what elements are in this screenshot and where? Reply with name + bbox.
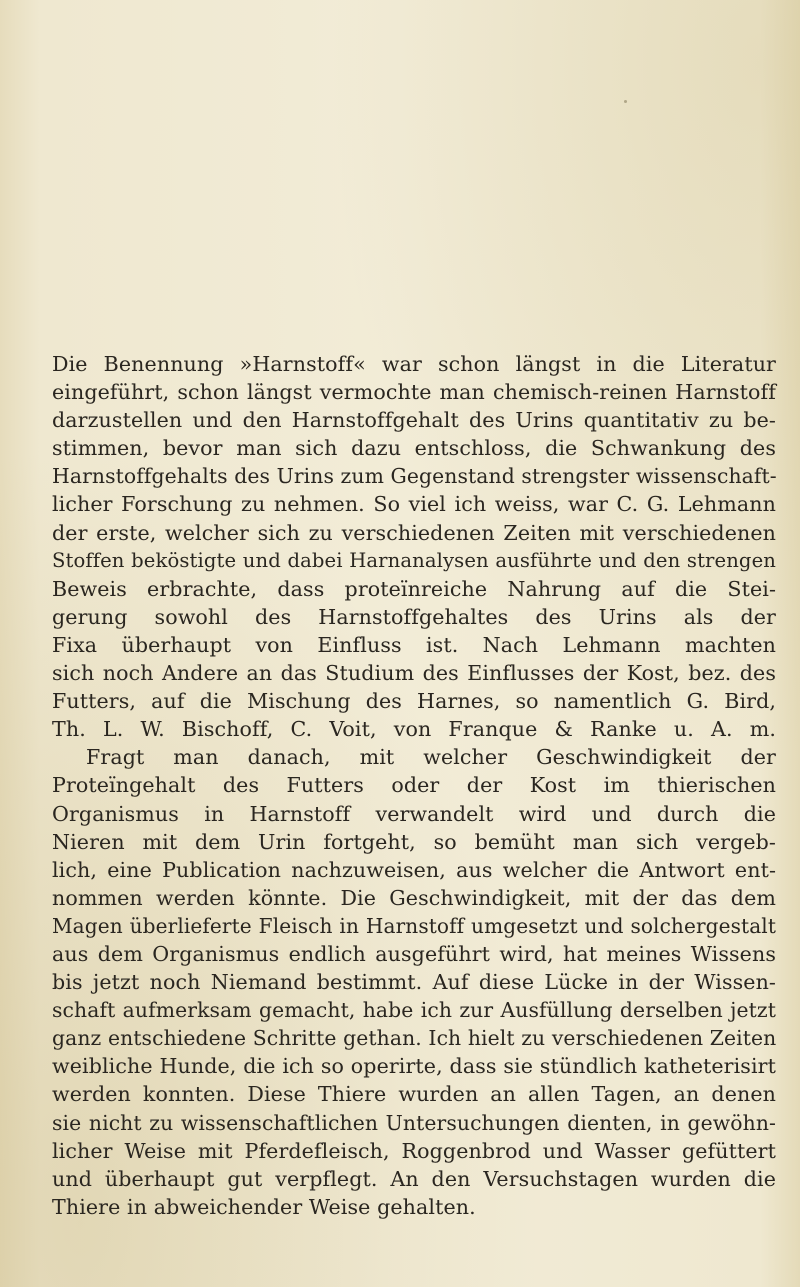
text-line: eingeführt, schon längst vermochte man chemisch-reinen Harnstoff xyxy=(52,380,776,405)
text-line: licher Forschung zu nehmen. So viel ich weiss, war C. G. Lehmann xyxy=(52,492,776,517)
text-line: Th. L. W. Bischoff, C. Voit, von Franque & Ranke u. A. m. xyxy=(52,717,776,742)
text-line: Fragt man danach, mit welcher Geschwindigkeit der xyxy=(86,745,776,770)
text-line: Magen überlieferte Fleisch in Harnstoff umgesetzt und solchergestalt xyxy=(52,913,776,938)
text-line: gerung sowohl des Harnstoffgehaltes des Urins als der xyxy=(52,604,776,629)
text-line: licher Weise mit Pferdefleisch, Roggenbrod und Wasser gefüttert xyxy=(52,1138,776,1163)
text-line: Nieren mit dem Urin fortgeht, so bemüht man sich vergeb- xyxy=(52,829,776,854)
text-line: Futters, auf die Mischung des Harnes, so namentlich G. Bird, xyxy=(52,689,776,714)
body-text xyxy=(52,350,776,1221)
text-line: sich noch Andere an das Studium des Einflusses der Kost, bez. des xyxy=(52,661,776,686)
text-line: Die Benennung »Harnstoff« war schon längst in die Literatur xyxy=(52,352,776,376)
text-line: Stoffen beköstigte und dabei Harnanalysen ausführte und den strengen xyxy=(52,548,776,572)
text-line: und überhaupt gut verpflegt. An den Versuchstagen wurden die xyxy=(52,1166,776,1191)
text-line: stimmen, bevor man sich dazu entschloss, die Schwankung des xyxy=(52,436,776,461)
text-line: lich, eine Publication nachzuweisen, aus welcher die Antwort ent- xyxy=(52,857,776,882)
text-line: Beweis erbrachte, dass proteïnreiche Nahrung auf die Stei- xyxy=(52,576,776,601)
text-line: darzustellen und den Harnstoffgehalt des Urins quantitativ zu be- xyxy=(52,408,776,433)
text-line: der erste, welcher sich zu verschiedenen Zeiten mit verschiedenen xyxy=(52,520,776,545)
text-line: ganz entschiedene Schritte gethan. Ich hielt zu verschiedenen Zeiten xyxy=(52,1026,777,1051)
text-line: bis jetzt noch Niemand bestimmt. Auf diese Lücke in der Wissen- xyxy=(52,970,776,995)
text-line: schaft aufmerksam gemacht, habe ich zur Ausfüllung derselben jetzt xyxy=(52,998,776,1023)
text-line: werden konnten. Diese Thiere wurden an allen Tagen, an denen xyxy=(52,1082,776,1107)
text-line: Organismus in Harnstoff verwandelt wird und durch die xyxy=(52,801,776,826)
paper-speck xyxy=(624,100,627,103)
text-line: Harnstoffgehalts des Urins zum Gegenstand strengster wissenschaft- xyxy=(52,464,777,489)
text-line: Fixa überhaupt von Einfluss ist. Nach Lehmann machten xyxy=(52,632,776,657)
text-line: aus dem Organismus endlich ausgeführt wird, hat meines Wissens xyxy=(52,941,776,966)
text-line: nommen werden könnte. Die Geschwindigkeit, mit der das dem xyxy=(52,885,776,910)
text-line: weibliche Hunde, die ich so operirte, dass sie stündlich katheterisirt xyxy=(52,1054,776,1079)
text-line: Proteïngehalt des Futters oder der Kost im thierischen xyxy=(52,773,776,798)
text-line: sie nicht zu wissenschaftlichen Untersuchungen dienten, in gewöhn- xyxy=(52,1110,776,1135)
text-line: Thiere in abweichender Weise gehalten. xyxy=(52,1194,476,1219)
